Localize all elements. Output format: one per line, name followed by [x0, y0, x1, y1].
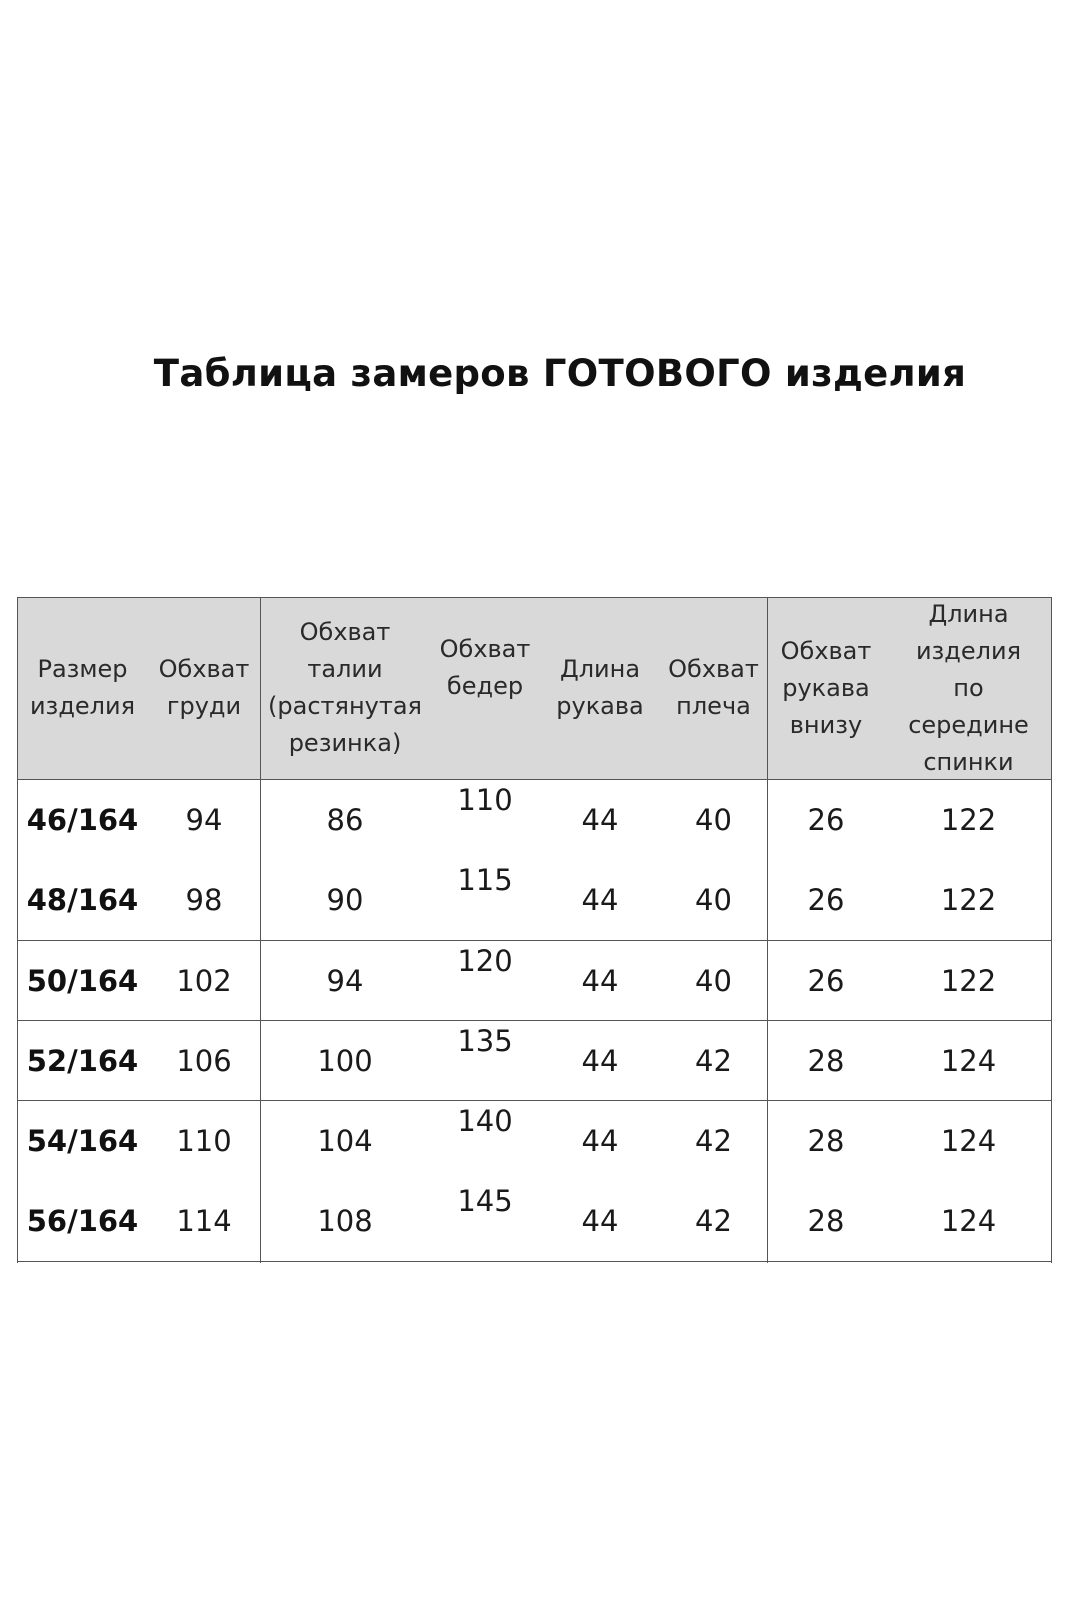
header-waist: Обхват талии (растянутая резинка)	[268, 618, 422, 757]
row-2-hips: 115	[457, 863, 513, 897]
row-3-shoulder: 40	[695, 964, 732, 998]
row-4-sleeve-bottom: 28	[807, 1044, 845, 1078]
header-hips: Обхват бедер	[439, 635, 531, 700]
row-3-waist: 94	[326, 964, 364, 998]
page-title: Таблица замеров ГОТОВОГО изделия	[153, 352, 967, 395]
header-sleeve-bottom: Обхват рукава внизу	[780, 636, 872, 739]
row-2-sleeve-bottom: 26	[807, 883, 845, 917]
row-5-sleeve-length: 44	[581, 1124, 619, 1158]
row-1-chest: 94	[185, 803, 223, 837]
row-4-sleeve-length: 44	[581, 1044, 619, 1078]
row-3-sleeve-bottom: 26	[807, 964, 845, 998]
row-6-hips: 145	[457, 1184, 513, 1218]
row-1-shoulder: 40	[695, 803, 732, 837]
size-table	[17, 597, 1052, 1263]
row-6-length: 124	[940, 1204, 997, 1238]
row-5-waist: 104	[317, 1124, 373, 1158]
row-1-sleeve-length: 44	[581, 803, 619, 837]
row-4-waist: 100	[317, 1044, 373, 1078]
row-2-waist: 90	[326, 883, 364, 917]
row-3-chest: 102	[176, 964, 232, 998]
row-5-hips: 140	[457, 1104, 513, 1138]
row-6-sleeve-bottom: 28	[807, 1204, 845, 1238]
row-3-sleeve-length: 44	[581, 964, 619, 998]
header-size: Размер изделия	[29, 655, 136, 720]
row-4-shoulder: 42	[695, 1044, 732, 1078]
row-5-length: 124	[940, 1124, 997, 1158]
row-3-size: 50/164	[26, 964, 139, 998]
header-chest: Обхват груди	[158, 655, 250, 720]
row-5-size: 54/164	[26, 1124, 139, 1158]
row-4-length: 124	[940, 1044, 997, 1078]
header-shoulder: Обхват плеча	[668, 655, 759, 720]
header-length: Длина изделия по середине спинки	[908, 599, 1029, 776]
row-5-chest: 110	[176, 1124, 232, 1158]
row-5-sleeve-bottom: 28	[807, 1124, 845, 1158]
row-2-size: 48/164	[26, 883, 139, 917]
row-6-size: 56/164	[26, 1204, 139, 1238]
row-2-sleeve-length: 44	[581, 883, 619, 917]
row-5-shoulder: 42	[695, 1124, 732, 1158]
row-6-shoulder: 42	[695, 1204, 732, 1238]
row-1-sleeve-bottom: 26	[807, 803, 845, 837]
row-2-length: 122	[940, 883, 997, 917]
table-bottom-line	[17, 1261, 1052, 1262]
row-4-chest: 106	[176, 1044, 232, 1078]
row-1-waist: 86	[326, 803, 364, 837]
row-6-sleeve-length: 44	[581, 1204, 619, 1238]
row-1-size: 46/164	[26, 803, 139, 837]
row-6-waist: 108	[317, 1204, 373, 1238]
row-2-shoulder: 40	[695, 883, 732, 917]
row-3-hips: 120	[457, 944, 513, 978]
row-1-length: 122	[940, 803, 997, 837]
row-4-hips: 135	[457, 1024, 513, 1058]
row-2-chest: 98	[185, 883, 223, 917]
row-1-hips: 110	[457, 783, 513, 817]
header-sleeve-length: Длина рукава	[556, 655, 644, 720]
row-3-length: 122	[940, 964, 997, 998]
row-6-chest: 114	[176, 1204, 232, 1238]
row-4-size: 52/164	[26, 1044, 139, 1078]
